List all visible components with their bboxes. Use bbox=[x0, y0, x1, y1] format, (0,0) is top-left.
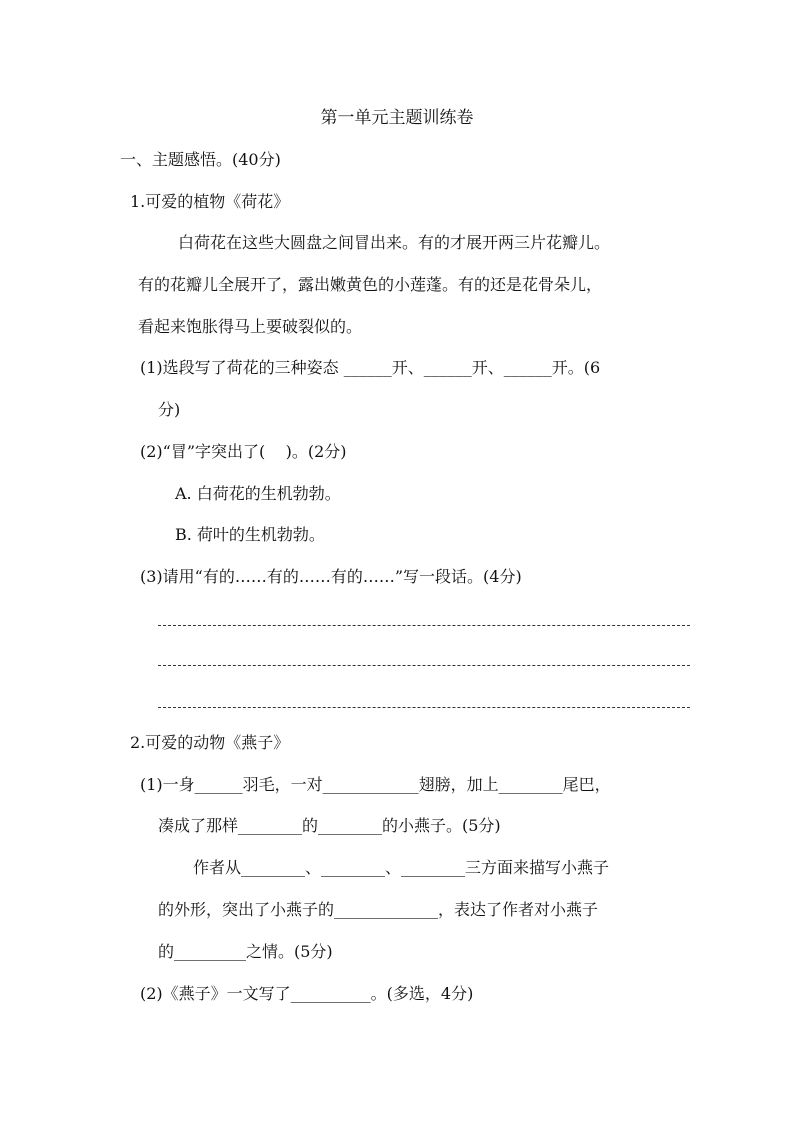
passage-line-2: 有的花瓣儿全展开了，露出嫩黄色的小莲蓬。有的还是花骨朵儿， bbox=[138, 275, 603, 294]
page-title: 第一单元主题训练卷 bbox=[320, 108, 474, 128]
question-2-heading: 2.可爱的动物《燕子》 bbox=[130, 733, 290, 752]
passage-line-1: 白荷花在这些大圆盘之间冒出来。有的才展开两三片花瓣儿。 bbox=[178, 233, 611, 252]
answer-line-1[interactable] bbox=[158, 625, 690, 626]
question-2-1: (1)一身______羽毛，一对____________翅膀，加上________尾巴， bbox=[140, 775, 611, 794]
question-1-1: (1)选段写了荷花的三种姿态 ______开、______开、______开。(6 bbox=[140, 358, 601, 377]
section-heading: 一、主题感悟。(40分) bbox=[120, 150, 281, 169]
question-1-2: (2)“冒”字突出了( )。(2分) bbox=[140, 442, 347, 461]
question-2-1-cont: 凑成了那样________的________的小燕子。(5分) bbox=[158, 816, 501, 835]
question-1-3: (3)请用“有的……有的……有的……”写一段话。(4分) bbox=[140, 567, 522, 586]
question-2-para-1: 作者从________、________、________三方面来描写小燕子 bbox=[193, 858, 610, 877]
answer-line-2[interactable] bbox=[158, 665, 690, 666]
question-1-heading: 1.可爱的植物《荷花》 bbox=[130, 192, 290, 211]
option-b: B. 荷叶的生机勃勃。 bbox=[175, 525, 325, 544]
passage-line-3: 看起来饱胀得马上要破裂似的。 bbox=[138, 317, 363, 336]
option-a: A. 白荷花的生机勃勃。 bbox=[175, 484, 341, 503]
answer-line-3[interactable] bbox=[158, 707, 690, 708]
question-2-para-3: 的_________之情。(5分) bbox=[158, 942, 333, 961]
question-1-1-cont: 分) bbox=[158, 400, 181, 419]
question-2-2: (2)《燕子》一文写了__________。(多选，4分) bbox=[140, 984, 474, 1003]
question-2-para-2: 的外形，突出了小燕子的_____________，表达了作者对小燕子 bbox=[158, 900, 599, 919]
